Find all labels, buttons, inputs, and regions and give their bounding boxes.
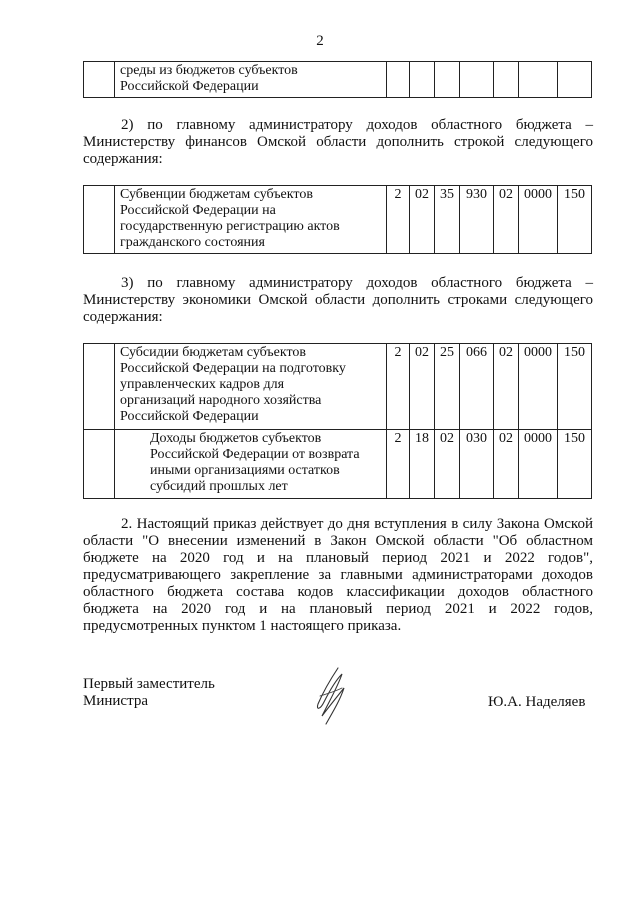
code-cell: 02: [494, 344, 519, 430]
description-line: иными организациями остатков: [150, 463, 340, 478]
code-cell: 0000: [519, 430, 558, 499]
description-line: Российской Федерации: [120, 79, 259, 94]
description-cell: [115, 186, 387, 254]
code-cell: [494, 62, 519, 98]
description-line: субсидий прошлых лет: [150, 479, 288, 494]
code-cell: 2: [387, 430, 410, 499]
description-line: управленческих кадров для: [120, 377, 285, 392]
code-cell: 0000: [519, 344, 558, 430]
code-cell: 18: [410, 430, 435, 499]
code-cell: [460, 62, 494, 98]
description-cell: [115, 344, 387, 430]
paragraph-economy-ministry: [83, 275, 593, 326]
code-cell: 2: [387, 186, 410, 254]
code-cell: 0000: [519, 186, 558, 254]
description-line: гражданского состояния: [120, 235, 265, 250]
description-line: Российской Федерации на подготовку: [120, 361, 346, 376]
code-cell: 02: [410, 186, 435, 254]
empty-code-cell: [84, 62, 115, 98]
code-cell: [435, 62, 460, 98]
code-cell: [410, 62, 435, 98]
paragraph-line: предусматривающего закрепление за главными администраторами доходов: [83, 567, 593, 583]
paragraph-line: 2) по главному администратору доходов областного бюджета –: [121, 117, 593, 133]
signer-position-line: Министра: [83, 693, 148, 709]
empty-code-cell: [84, 430, 115, 499]
handwritten-signature: [308, 666, 358, 728]
paragraph-line: содержания:: [83, 151, 163, 167]
paragraph-line: бюджете на 2020 год и на плановый период 2021 и 2022 годов",: [83, 550, 593, 566]
table-row: [84, 430, 592, 499]
paragraph-line: бюджета на 2020 год и на плановый период 2021 и 2022 годов,: [83, 601, 593, 617]
page-number: 2: [316, 33, 324, 49]
description-line: Субвенции бюджетам субъектов: [120, 187, 313, 202]
description-line: организаций народного хозяйства: [120, 393, 322, 408]
code-cell: 02: [494, 430, 519, 499]
paragraph-validity: [83, 516, 593, 635]
code-cell: 25: [435, 344, 460, 430]
code-cell: 150: [558, 344, 592, 430]
description-cell: [115, 430, 387, 499]
codes-table-finance: [83, 185, 592, 254]
code-cell: [519, 62, 558, 98]
code-cell: 930: [460, 186, 494, 254]
description-line: Российской Федерации: [120, 409, 259, 424]
code-cell: 35: [435, 186, 460, 254]
table-row: [84, 344, 592, 430]
codes-table-economy: [83, 343, 592, 499]
code-cell: 030: [460, 430, 494, 499]
description-line: Субсидии бюджетам субъектов: [120, 345, 307, 360]
paragraph-line: предусмотренных пунктом 1 настоящего приказа.: [83, 618, 402, 634]
code-cell: 02: [410, 344, 435, 430]
code-cell: [387, 62, 410, 98]
description-line: государственную регистрацию актов: [120, 219, 340, 234]
paragraph-line: 2. Настоящий приказ действует до дня вступления в силу Закона Омской: [121, 516, 593, 532]
code-cell: [558, 62, 592, 98]
signer-position: [83, 676, 215, 710]
table-row: [84, 62, 592, 98]
paragraph-line: содержания:: [83, 309, 163, 325]
codes-table-continuation: [83, 61, 592, 98]
signer-position-line: Первый заместитель: [83, 676, 215, 692]
code-cell: 2: [387, 344, 410, 430]
code-cell: 150: [558, 430, 592, 499]
paragraph-finance-ministry: [83, 117, 593, 168]
code-cell: 02: [494, 186, 519, 254]
description-line: среды из бюджетов субъектов: [120, 63, 298, 78]
description-line: Российской Федерации на: [120, 203, 276, 218]
code-cell: 066: [460, 344, 494, 430]
description-cell: [115, 62, 387, 98]
paragraph-line: Министерству финансов Омской области дополнить строкой следующего: [83, 134, 593, 150]
paragraph-line: области "О внесении изменений в Закон Омской области "Об областном: [83, 533, 593, 549]
empty-code-cell: [84, 186, 115, 254]
paragraph-line: областного бюджета состава кодов классификации доходов областного: [83, 584, 593, 600]
signer-name: Ю.А. Наделяев: [488, 694, 586, 710]
table-row: [84, 186, 592, 254]
code-cell: 02: [435, 430, 460, 499]
description-line: Доходы бюджетов субъектов: [150, 431, 322, 446]
paragraph-line: 3) по главному администратору доходов областного бюджета –: [121, 275, 593, 291]
empty-code-cell: [84, 344, 115, 430]
paragraph-line: Министерству экономики Омской области дополнить строками следующего: [83, 292, 593, 308]
description-line: Российской Федерации от возврата: [150, 447, 360, 462]
code-cell: 150: [558, 186, 592, 254]
